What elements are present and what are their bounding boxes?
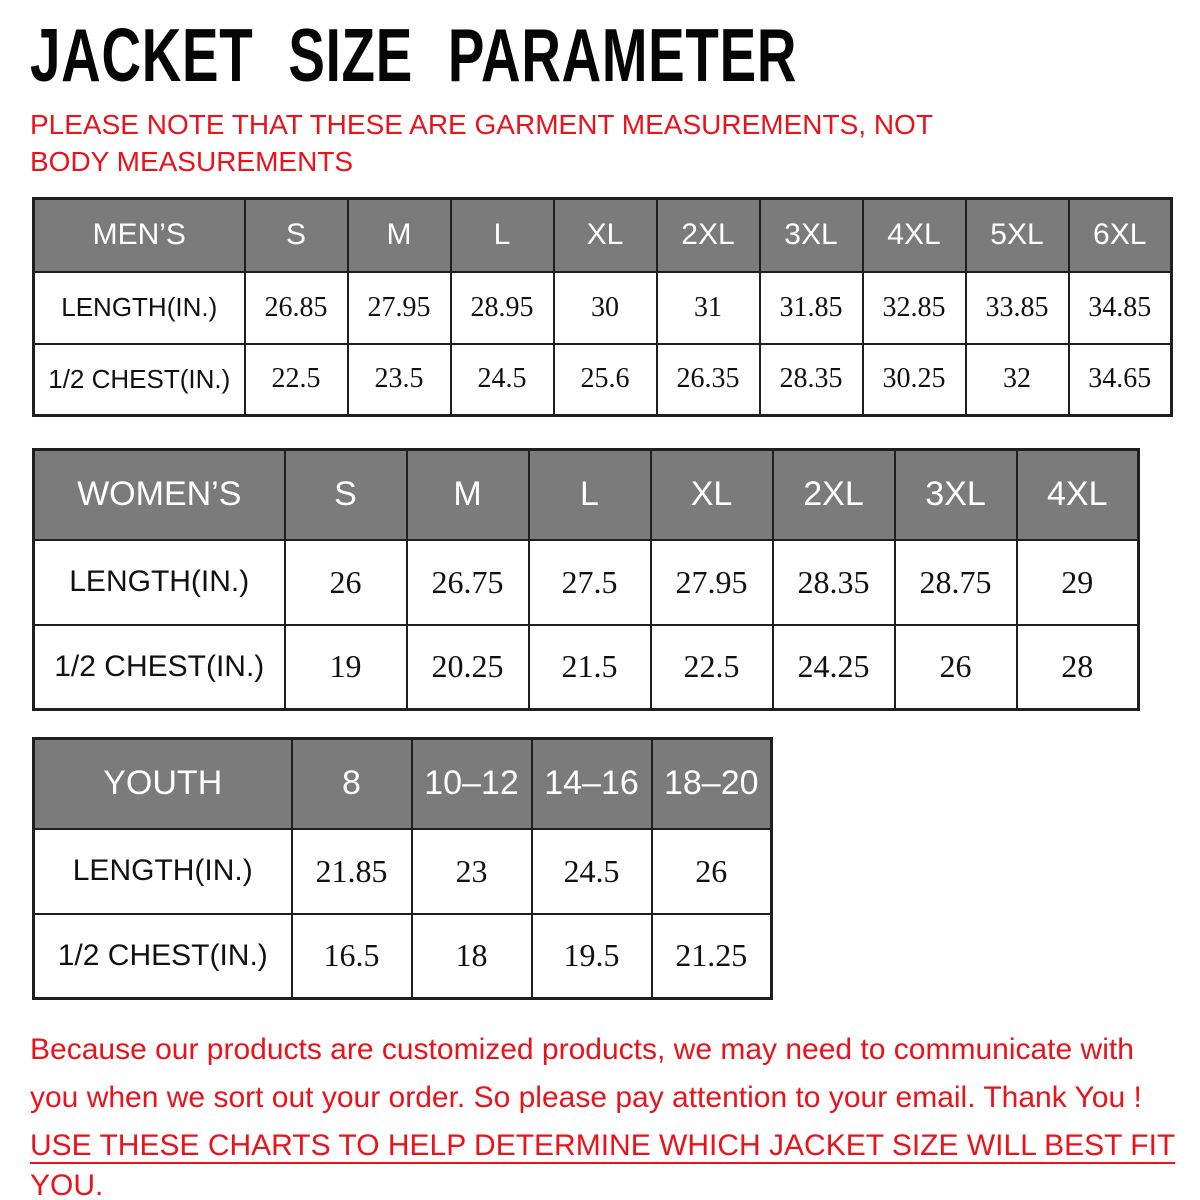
- value-cell: 32.85: [863, 272, 966, 344]
- youth-chest-row: [34, 914, 772, 999]
- value-cell: 30.25: [863, 344, 966, 416]
- value-cell: 24.5: [451, 344, 554, 416]
- row-label-cell: 1/2 CHEST(IN.): [34, 625, 285, 710]
- value-cell: 21.25: [652, 914, 772, 999]
- size-header-cell: S: [245, 199, 348, 272]
- value-cell: 28.35: [773, 540, 895, 625]
- value-cell: 26.35: [657, 344, 760, 416]
- value-cell: 34.85: [1069, 272, 1172, 344]
- value-cell: 28.75: [895, 540, 1017, 625]
- mens-table-title: MEN’S: [34, 199, 245, 272]
- value-cell: 30: [554, 272, 657, 344]
- row-label-cell: LENGTH(IN.): [34, 272, 245, 344]
- value-cell: 28: [1017, 625, 1139, 710]
- value-cell: 21.5: [529, 625, 651, 710]
- value-cell: 28.95: [451, 272, 554, 344]
- page-title: JACKET SIZE PARAMETER: [30, 13, 798, 97]
- value-cell: 24.5: [532, 829, 652, 914]
- mens-length-row: [34, 272, 1172, 344]
- value-cell: 27.95: [651, 540, 773, 625]
- womens-header-row: [34, 450, 1139, 540]
- youth-length-row: [34, 829, 772, 914]
- size-header-cell: S: [285, 450, 407, 540]
- value-cell: 31: [657, 272, 760, 344]
- value-cell: 19: [285, 625, 407, 710]
- womens-table-title: WOMEN’S: [34, 450, 285, 540]
- value-cell: 29: [1017, 540, 1139, 625]
- value-cell: 31.85: [760, 272, 863, 344]
- row-label-cell: 1/2 CHEST(IN.): [34, 914, 292, 999]
- value-cell: 26: [652, 829, 772, 914]
- value-cell: 26.85: [245, 272, 348, 344]
- value-cell: 27.5: [529, 540, 651, 625]
- size-header-cell: 5XL: [966, 199, 1069, 272]
- youth-header-row: [34, 739, 772, 829]
- value-cell: 21.85: [292, 829, 412, 914]
- womens-chest-row: [34, 625, 1139, 710]
- value-cell: 18: [412, 914, 532, 999]
- value-cell: 27.95: [348, 272, 451, 344]
- size-header-cell: 2XL: [657, 199, 760, 272]
- size-header-cell: 3XL: [895, 450, 1017, 540]
- size-header-cell: M: [348, 199, 451, 272]
- value-cell: 26: [895, 625, 1017, 710]
- value-cell: 20.25: [407, 625, 529, 710]
- value-cell: 28.35: [760, 344, 863, 416]
- value-cell: 16.5: [292, 914, 412, 999]
- value-cell: 23.5: [348, 344, 451, 416]
- mens-chest-row: [34, 344, 1172, 416]
- size-header-cell: M: [407, 450, 529, 540]
- value-cell: 33.85: [966, 272, 1069, 344]
- size-header-cell: 18–20: [652, 739, 772, 829]
- value-cell: 24.25: [773, 625, 895, 710]
- youth-size-table: [32, 737, 773, 1000]
- size-header-cell: L: [529, 450, 651, 540]
- value-cell: 34.65: [1069, 344, 1172, 416]
- value-cell: 19.5: [532, 914, 652, 999]
- youth-table-title: YOUTH: [34, 739, 292, 829]
- womens-size-table: [32, 448, 1140, 711]
- mens-size-table: [32, 197, 1173, 417]
- row-label-cell: LENGTH(IN.): [34, 540, 285, 625]
- garment-measurement-note: PLEASE NOTE THAT THESE ARE GARMENT MEASUREMENTS, NOT BODY MEASUREMENTS: [30, 109, 933, 177]
- mens-header-row: [34, 199, 1172, 272]
- size-header-cell: XL: [554, 199, 657, 272]
- size-header-cell: 3XL: [760, 199, 863, 272]
- size-header-cell: 6XL: [1069, 199, 1172, 272]
- size-header-cell: 4XL: [1017, 450, 1139, 540]
- row-label-cell: 1/2 CHEST(IN.): [34, 344, 245, 416]
- size-header-cell: 4XL: [863, 199, 966, 272]
- value-cell: 25.6: [554, 344, 657, 416]
- value-cell: 22.5: [245, 344, 348, 416]
- customization-notice: Because our products are customized products, we may need to communicate with you when we sort out your order. So please pay attention to your email. Thank You !: [30, 1033, 1142, 1114]
- size-header-cell: 14–16: [532, 739, 652, 829]
- size-header-cell: XL: [651, 450, 773, 540]
- size-header-cell: 10–12: [412, 739, 532, 829]
- womens-length-row: [34, 540, 1139, 625]
- row-label-cell: LENGTH(IN.): [34, 829, 292, 914]
- chart-usage-note: USE THESE CHARTS TO HELP DETERMINE WHICH JACKET SIZE WILL BEST FIT YOU.: [30, 1129, 1176, 1200]
- size-header-cell: 8: [292, 739, 412, 829]
- value-cell: 22.5: [651, 625, 773, 710]
- size-header-cell: 2XL: [773, 450, 895, 540]
- value-cell: 26: [285, 540, 407, 625]
- value-cell: 26.75: [407, 540, 529, 625]
- value-cell: 23: [412, 829, 532, 914]
- value-cell: 32: [966, 344, 1069, 416]
- size-header-cell: L: [451, 199, 554, 272]
